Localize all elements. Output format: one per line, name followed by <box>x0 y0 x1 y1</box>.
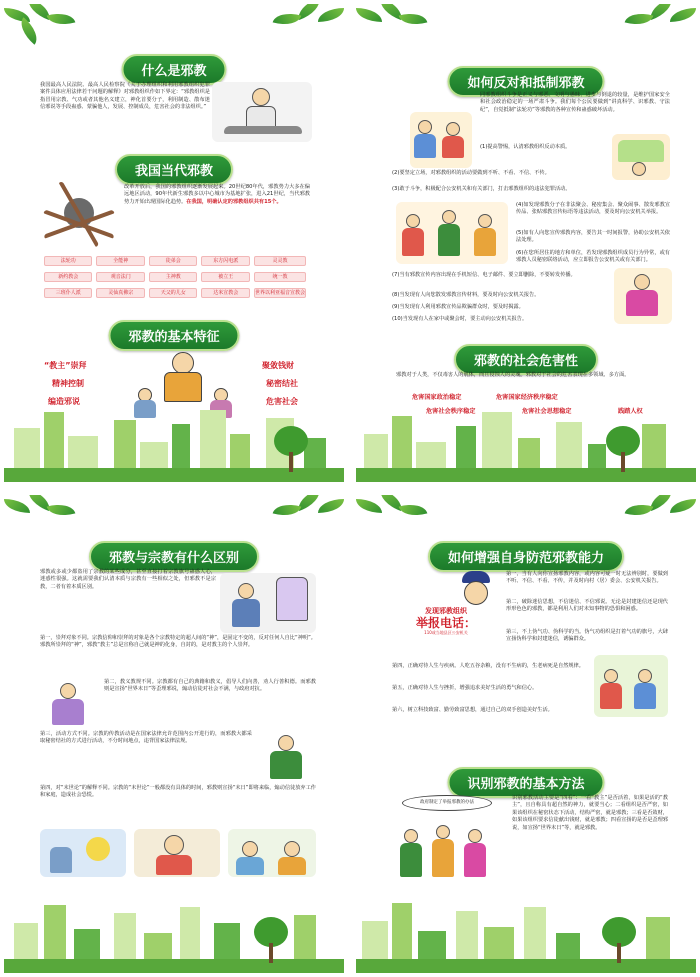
harm-item: 危害国家政治稳定 <box>412 394 462 401</box>
leaf-icon <box>242 495 344 549</box>
prevent-point: 第三，不上伪气功、伪科学的当。伪气功组织是打着气功的旗号，大肆宣扬伪科学和封建迷信，诱骗群众。 <box>506 629 668 643</box>
section-title-identify: 识别邪教的基本方法 <box>447 767 604 798</box>
oppose-item: (3)敢于斗争，积极配合公安机关和有关部门，打击邪教组织的违法犯罪活动。 <box>392 186 571 192</box>
oppose-item: (9)当发现有人利用邪教宣传品欺骗群众时，要及时揭露。 <box>392 304 524 310</box>
cult-name: 新约教会 <box>44 272 92 282</box>
city-skyline-icon <box>4 394 344 482</box>
family-garden-illustration <box>594 655 668 717</box>
feature-item: 秘密结社 <box>266 379 298 388</box>
comic-panel-3 <box>228 829 316 877</box>
cult-name: 世界以利亚福音宣教会 <box>254 290 305 296</box>
cult-name: 全能神 <box>96 256 145 266</box>
hotline-line1: 发现邪教组织 <box>425 607 467 615</box>
feature-item: 编造邪说 <box>48 397 80 406</box>
oppose-item: (4)如发现邪教分子在非法聚会、秘密集会、聚众闹事、散发邪教宣传品、张贴邪教宣传标语等违法活动，要及时向公安机关举报。 <box>516 202 670 216</box>
section-title-what: 什么是邪教 <box>121 54 226 85</box>
leaf-icon <box>594 4 696 58</box>
tree-icon <box>274 426 308 472</box>
harm-intro-text: 邪教对于人类，不仅毒害人的肌体，而且侵蚀人的灵魂。邪教对于社会的危害表现在多领域、多方面。 <box>396 372 630 378</box>
cult-name: 统一教 <box>254 272 306 282</box>
panel-prevention <box>356 495 696 973</box>
leaf-icon <box>356 4 458 58</box>
current-cult-text <box>124 184 310 206</box>
prevent-point: 第五，正确对待人生与挫折，增强追求美好生活的勇气和信心。 <box>392 685 538 691</box>
leaf-icon <box>242 4 344 58</box>
tree-icon <box>602 917 636 963</box>
identify-text: 识别邪教活动主要是“四看”：一看“教主”是否活着，如果是活的“教主”，且自称具有超自然的神力，就要当心；二看组织是否严密，如果该组织在秘密状态下活动，结构严密，就是邪教；三看是否敛财，如果该组织要求信徒献出钱财，就是邪教；四看宣扬的是否是歪理邪说，如宣扬“世界末日”等，就是邪教。 <box>512 795 668 831</box>
oppose-item: (2)要坚定立场，对邪教组织的活动要做到不听、不看、不信、不传。 <box>392 170 550 176</box>
oppose-item: (10)当发现有人在家中或聚会时，要主动向公安机关报告。 <box>392 316 528 322</box>
harm-item: 危害国家经济秩序稳定 <box>496 394 558 401</box>
group-discussion-illustration <box>396 819 506 885</box>
section-title-current: 我国当代邪教 <box>115 154 233 185</box>
hotline-line3: 110或当地县区公安机关 <box>424 630 468 635</box>
current-cult-body: 改革开放后，我国的邪教组织逐渐发展起来。20世纪80年代，邪教势力大多在偏远地区活动，90年代新生邪教多以中心城市为基地扩张，进入21世纪，当代邪教势力开始出现国际化趋势。 <box>124 184 310 205</box>
comic-panel-2 <box>134 829 220 877</box>
octopus-illustration <box>38 182 120 248</box>
oppose-intro-text: 同邪教组织斗争是正义与邪恶、文明与愚昧、进步与倒退的较量，是维护国家安全和社会政治稳定的一场严肃斗争。我们每个公民要做到“讲真科学、识邪教、守法纪”，自觉抵制“法轮功”等邪教的各种宣传和蛊惑破坏活动。 <box>480 92 670 113</box>
feature-item: 聚敛钱财 <box>262 361 294 370</box>
panel-cult-vs-religion <box>4 495 344 973</box>
preacher-illustration <box>256 731 316 783</box>
cult-name: 三班仆人派 <box>44 288 92 298</box>
report-hotline <box>396 607 496 636</box>
speech-bubble: 政府制定了举报邪教的办法 <box>402 795 492 811</box>
prevent-point: 第二，破除迷信思想，不信迷信、不信邪说。无论是封建迷信还是现代形形色色的邪教，都是利用人们对未知事物的恐惧和困惑。 <box>506 599 668 613</box>
harm-item: 践踏人权 <box>618 408 643 415</box>
section-title-features: 邪教的基本特征 <box>108 320 239 351</box>
what-definition-text: 我国最高人民法院、最高人民检察院《关于办理组织和利用邪教组织犯罪案件具体应用法律若干问题的解释》对邪教组织作如下界定：“邪教组织是指冒用宗教、气功或者其他名义建立，神化首要分子，利用制造、散布迷信邪说等手段蛊惑、蒙骗他人，发展、控制成员，危害社会的非法组织。” <box>40 82 210 111</box>
oppose-item: (1)提高警惕，认清邪教组织反动本质。 <box>480 144 571 150</box>
cult-name: 灵灵教 <box>254 256 306 266</box>
harm-item: 危害社会思想稳定 <box>522 408 572 415</box>
city-skyline-icon <box>356 885 696 973</box>
oppose-item: (6)在您所居住的地方和单位，若发现邪教组织成员行为异常，或有邪教人员秘密联络活动，应立即报告公安机关或有关部门。 <box>516 250 670 264</box>
comic-panel-1 <box>40 829 126 877</box>
cult-name-grid <box>44 256 306 298</box>
tree-icon <box>254 917 288 963</box>
oppose-item: (7)当有邪教宣传内容出现在手机短信、电子邮件、要立即删除，不要转发传播。 <box>392 272 576 278</box>
cult-sign-illustration <box>220 573 316 633</box>
tree-icon <box>606 426 640 472</box>
seminar-illustration <box>612 134 670 180</box>
cult-name: 法轮功 <box>44 256 92 266</box>
phone-user-illustration <box>614 268 672 324</box>
section-title-difference: 邪教与宗教有什么区别 <box>89 541 259 572</box>
panel-oppose-cult <box>356 4 696 482</box>
difference-point: 第一，崇拜对象不同。宗教信仰和崇拜的对象是各个宗教特定的超人间的“神”，是固定不变的，反对任何人自比“神明”。邪教所崇拜的“神”，邪教“教主”总是宣称自己就是神的化身，自封的，是对教主的个人崇拜。 <box>40 635 316 649</box>
cult-name: 灵仙真佛宗 <box>96 288 145 298</box>
cult-name: 天父的儿女 <box>149 288 198 298</box>
leaf-icon <box>4 495 106 549</box>
cult-name: 被立王 <box>201 272 250 282</box>
section-title-prevent: 如何增强自身防范邪教能力 <box>428 541 624 572</box>
oppose-item: (5)如有人向您宣传邪教内容，要告其一时间报警，协助公安机关依法处理。 <box>516 230 670 244</box>
cult-leader-illustration <box>212 82 312 142</box>
cult-name: 东方闪电派 <box>201 256 250 266</box>
section-title-harm: 邪教的社会危害性 <box>454 344 598 375</box>
city-skyline-icon <box>356 394 696 482</box>
cult-name: 徒弟会 <box>149 256 198 266</box>
feature-item: “教主”崇拜 <box>44 361 87 370</box>
prevent-point: 第六，树立科技致富、勤劳致富思想，通过自己的双手创造美好生活。 <box>392 707 553 713</box>
difference-point: 第二，教义教规不同。宗教都有自己的典籍和教义，倡导人们向善，劝人行善积德。而邪教则是宣扬“世界末日”等歪理邪说，煽动信徒对社会不满，与政府对抗。 <box>104 679 316 693</box>
difference-point: 第四，对“末世论”的解释不同。宗教的“末世论”一般都没有具体的时间，邪教则宣扬“末日”即将来临，煽动信徒放弃工作和家庭，造成社会恐慌。 <box>40 785 316 799</box>
hotline-line2: 举报电话： <box>415 616 476 630</box>
family-illustration <box>410 112 472 168</box>
section-title-oppose: 如何反对和抵制邪教 <box>447 66 604 97</box>
prevent-point: 第四，正确对待人生与疾病。人吃五谷杂粮，没有不生病的，生老病死是自然规律。 <box>392 663 584 669</box>
worshipper-illustration <box>40 679 98 729</box>
feature-item: 危害社会 <box>266 397 298 406</box>
oppose-item: (8)当发现有人向您散发邪教宣传材料，要及时向公安机关报告。 <box>392 292 540 298</box>
difference-intro-text: 邪教或多或少都盗用了宗教的某些成分，甚至直接打着宗教旗号蛊惑人心，迷惑性很强。这就需要我们认清本质与宗教有一些相似之处，但邪教不是宗教，二者有着本质区别。 <box>40 569 216 590</box>
harm-item: 危害社会秩序稳定 <box>426 408 476 415</box>
panel-what-is-cult <box>4 4 344 482</box>
city-skyline-icon <box>4 885 344 973</box>
leaf-icon <box>4 4 106 58</box>
difference-point: 第三，活动方式不同。宗教的传教活动是在国家法律允许范围内公开进行的，而邪教大都采取秘密结社的方式进行活动，不分时间地点，违背国家法律法规。 <box>40 731 252 745</box>
cult-name: 达米宣教会 <box>201 288 250 298</box>
feature-item: 精神控制 <box>52 379 84 388</box>
crowd-illustration <box>396 202 508 264</box>
prevent-point: 第一，当有人向你宣扬邪教内容，或内容可疑一时无法辨别时，要做到不听、不信、不看、不传，并及时向村（居）委会、公安机关报告。 <box>506 571 668 585</box>
current-cult-highlight: 在我国，明确认定的邪教组织共有15个。 <box>186 198 282 205</box>
cult-name: 主神教 <box>149 272 198 282</box>
cult-name: 观音法门 <box>96 272 145 282</box>
